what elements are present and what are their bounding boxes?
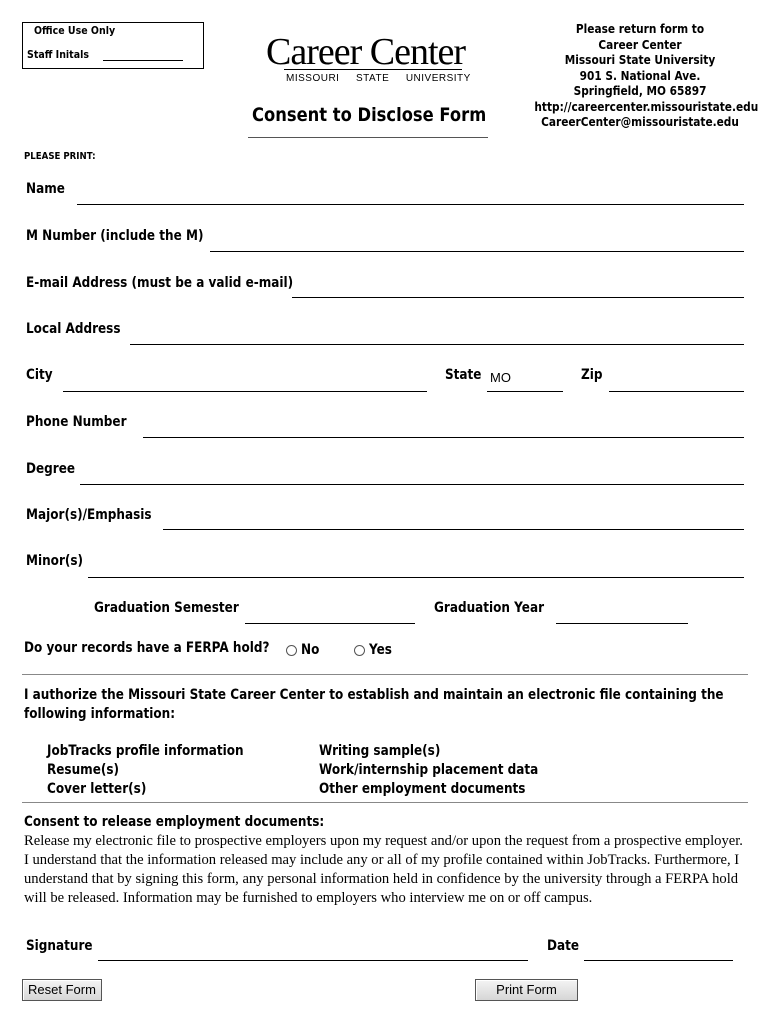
info-item: Cover letter(s)	[47, 781, 147, 797]
city-label: City	[26, 367, 53, 383]
major-field[interactable]	[163, 529, 744, 530]
m-number-field[interactable]	[210, 251, 744, 252]
logo-state: STATE	[356, 73, 390, 84]
divider	[22, 674, 748, 675]
title-underline	[248, 137, 488, 138]
ferpa-no-radio[interactable]	[286, 645, 297, 656]
name-label: Name	[26, 181, 65, 197]
return-address	[520, 22, 760, 131]
local-address-field[interactable]	[130, 344, 744, 345]
grad-semester-label: Graduation Semester	[94, 600, 239, 616]
divider	[22, 802, 748, 803]
info-item: Other employment documents	[319, 781, 526, 797]
logo-missouri: MISSOURI	[286, 73, 340, 84]
zip-label: Zip	[581, 367, 603, 383]
return-line: Please return form to	[575, 22, 705, 36]
grad-year-field[interactable]	[556, 623, 688, 624]
state-field[interactable]	[487, 391, 563, 392]
please-print-label: PLEASE PRINT:	[24, 151, 96, 162]
return-email: CareerCenter@missouristate.edu	[541, 115, 739, 129]
return-line: 901 S. National Ave.	[579, 68, 701, 83]
return-line: Springfield, MO 65897	[573, 84, 707, 98]
grad-semester-field[interactable]	[245, 623, 415, 624]
zip-field[interactable]	[609, 391, 744, 392]
date-label: Date	[547, 938, 580, 954]
return-line: Missouri State University	[564, 53, 716, 67]
email-field[interactable]	[292, 297, 744, 298]
logo-center-word: Center	[369, 31, 466, 73]
phone-label: Phone Number	[26, 414, 127, 430]
city-field[interactable]	[63, 391, 427, 392]
name-field[interactable]	[77, 204, 744, 205]
info-item: JobTracks profile information	[47, 743, 244, 759]
return-url: http://careercenter.missouristate.edu	[534, 99, 759, 114]
info-item: Resume(s)	[47, 762, 120, 778]
info-item: Work/internship placement data	[319, 762, 539, 778]
office-use-title: Office Use Only	[34, 24, 116, 37]
phone-field[interactable]	[143, 437, 744, 438]
degree-field[interactable]	[80, 484, 744, 485]
state-label: State	[445, 367, 482, 383]
print-form-button[interactable]: Print Form	[475, 979, 578, 1001]
logo-university: UNIVERSITY	[405, 73, 471, 84]
ferpa-yes-label: Yes	[369, 642, 392, 658]
date-field[interactable]	[584, 960, 733, 961]
ferpa-question: Do your records have a FERPA hold?	[24, 640, 270, 656]
form-title: Consent to Disclose Form	[252, 104, 487, 126]
logo-career-word: Career	[266, 31, 362, 73]
staff-initials-label: Staff Initals	[27, 48, 89, 61]
consent-heading: Consent to release employment documents:	[24, 814, 325, 830]
info-item: Writing sample(s)	[319, 743, 441, 759]
m-number-label: M Number (include the M)	[26, 228, 204, 244]
degree-label: Degree	[26, 461, 76, 477]
grad-year-label: Graduation Year	[434, 600, 545, 616]
consent-body: Release my electronic file to prospective employers upon my request and/or upon the request from a prospective employer. I understand that the information released may include any or all of my profile contained within JobTracks. Furthermore, I understand that by signing this form, any personal information held in confidence by the university through a FERPA hold will be released. Information may be furnished to employers who interview me on or off campus.	[24, 833, 743, 906]
state-field-value[interactable]: MO	[490, 370, 511, 385]
minor-label: Minor(s)	[26, 553, 84, 569]
email-label: E-mail Address (must be a valid e-mail)	[26, 275, 294, 291]
signature-label: Signature	[26, 938, 93, 954]
career-center-logo	[266, 30, 471, 90]
ferpa-yes-radio[interactable]	[354, 645, 365, 656]
reset-form-button[interactable]: Reset Form	[22, 979, 102, 1001]
major-label: Major(s)/Emphasis	[26, 507, 152, 523]
signature-field[interactable]	[98, 960, 528, 961]
logo-rule	[284, 69, 462, 70]
info-list-right	[319, 742, 538, 799]
info-list-left	[47, 742, 244, 799]
ferpa-no-label: No	[301, 642, 320, 658]
staff-initials-field[interactable]	[103, 60, 183, 61]
return-line: Career Center	[598, 37, 682, 52]
local-address-label: Local Address	[26, 321, 121, 337]
minor-field[interactable]	[88, 577, 744, 578]
authorize-text: I authorize the Missouri State Career Center to establish and maintain an electronic file containing the following information:	[24, 687, 724, 722]
